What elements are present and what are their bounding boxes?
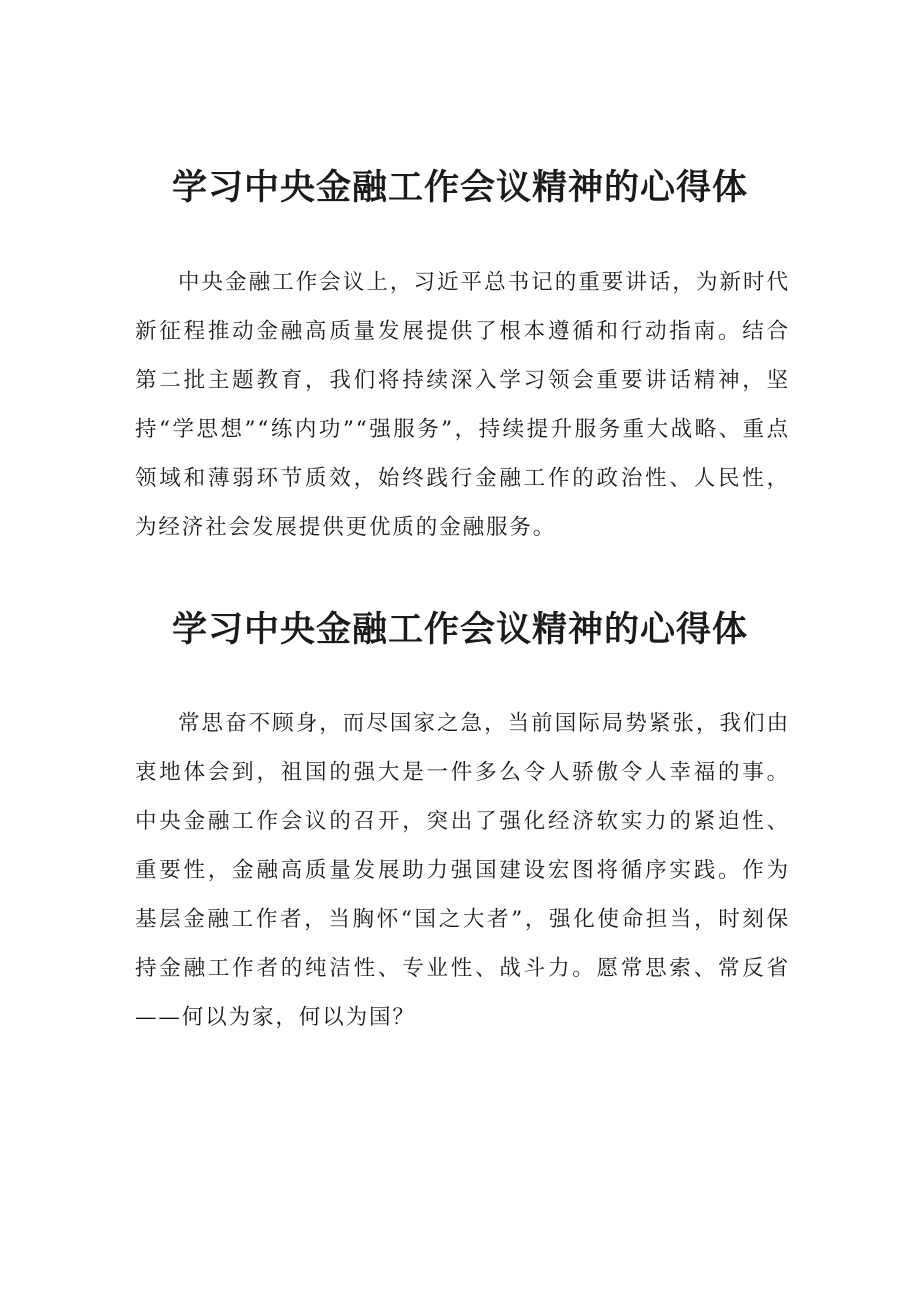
section-paragraph: 常思奋不顾身，而尽国家之急，当前国际局势紧张，我们由衷地体会到，祖国的强大是一件多么令人骄傲令人幸福的事。中央金融工作会议的召开，突出了强化经济软实力的紧迫性、重要性，金融高质量发展助力强国建设宏图将循序实践。作为基层金融工作者，当胸怀“国之大者”，强化使命担当，时刻保持金融工作者的纯洁性、专业性、战斗力。愿常思索、常反省——何以为家，何以为国？ bbox=[135, 711, 790, 1030]
section-paragraph: 中央金融工作会议上，习近平总书记的重要讲话，为新时代新征程推动金融高质量发展提供了根本遵循和行动指南。结合第二批主题教育，我们将持续深入学习领会重要讲话精神，坚持“学思想”“练内功”“强服务”，持续提升服务重大战略、重点领域和薄弱环节质效，始终践行金融工作的政治性、人民性，为经济社会发展提供更优质的金融服务。 bbox=[135, 270, 790, 540]
section-title: 学习中央金融工作会议精神的心得体 bbox=[171, 610, 748, 650]
section-title: 学习中央金融工作会议精神的心得体 bbox=[171, 168, 748, 208]
